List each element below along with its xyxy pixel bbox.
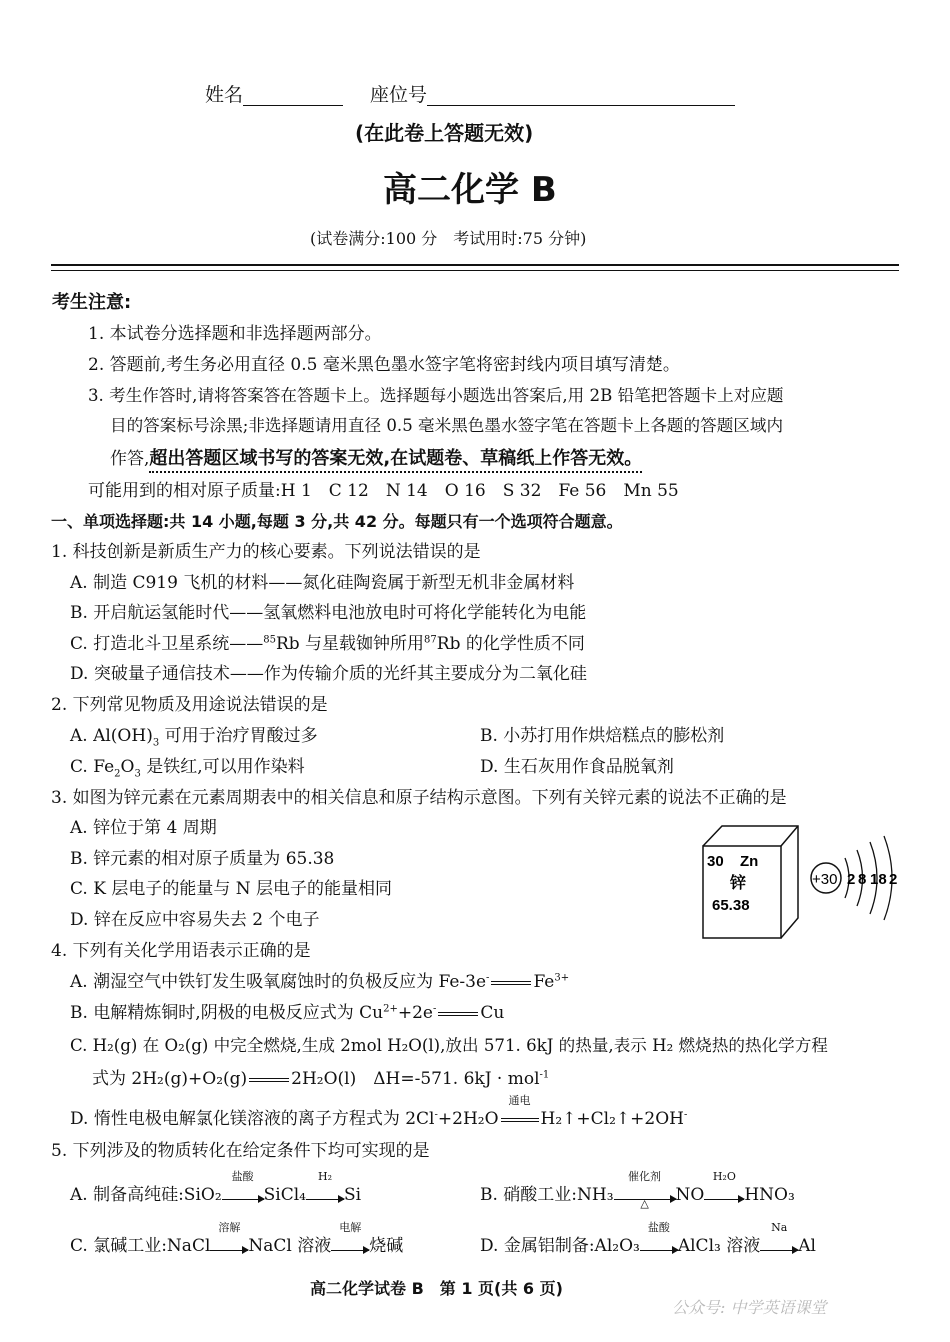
q5-c-text3: 烧碱 <box>369 1236 404 1256</box>
notice-heading: 考生注意: <box>52 292 132 313</box>
q1-c-text3: Rb 的化学性质不同 <box>436 634 585 654</box>
q4-b-sup1: 2+ <box>383 1003 398 1015</box>
q5-b-text3: HNO₃ <box>744 1185 795 1205</box>
q2-a-text1: A. Al(OH) <box>70 726 153 746</box>
q5-d-text2: AlCl₃ 溶液 <box>677 1236 761 1256</box>
q2-option-c <box>70 756 305 778</box>
shell-l-count: 8 <box>858 871 867 888</box>
q3-option-c: C. K 层电子的能量与 N 层电子的能量相同 <box>70 879 392 899</box>
q4-d-sup2: - <box>684 1109 688 1121</box>
q2-c-text2: O <box>120 757 135 777</box>
element-name: 锌 <box>730 873 747 892</box>
name-label: 姓名 <box>205 84 244 106</box>
q4-a-sup2: 3+ <box>554 972 570 984</box>
seat-label: 座位号 <box>370 84 428 106</box>
nucleus-charge: +30 <box>812 871 838 888</box>
q5-a-text3: Si <box>344 1185 362 1205</box>
reaction-arrow <box>222 1170 264 1206</box>
seat-blank[interactable] <box>427 87 735 106</box>
arrow-condition-below: △ <box>640 1197 649 1210</box>
atomic-number: 30 <box>707 853 724 870</box>
q5-option-a <box>70 1170 362 1206</box>
element-cube <box>703 826 798 938</box>
q5-c-text1: C. 氯碱工业:NaCl <box>70 1236 211 1256</box>
q4-option-d <box>70 1094 688 1130</box>
q2-a-sub: 3 <box>152 737 160 749</box>
q3-option-a: A. 锌位于第 4 周期 <box>70 818 217 838</box>
reaction-arrow <box>640 1221 678 1257</box>
q4-a-text2: Fe <box>533 972 555 992</box>
q5-option-b <box>480 1170 795 1210</box>
condition-label: 通电 <box>508 1094 531 1107</box>
q2-a-text2: 可用于治疗胃酸过多 <box>159 726 318 746</box>
q5-b-text1: B. 硝酸工业:NH₃ <box>480 1185 614 1205</box>
q5-c-text2: NaCl 溶液 <box>248 1236 332 1256</box>
q3-option-b: B. 锌元素的相对原子质量为 65.38 <box>70 849 335 869</box>
q5-d-text1: D. 金属铝制备:Al₂O₃ <box>480 1236 640 1256</box>
q4-option-c-line2 <box>92 1068 549 1090</box>
q4-stem: 4. 下列有关化学用语表示正确的是 <box>51 941 311 961</box>
q2-option-a <box>70 725 318 747</box>
q4-a-sup1: - <box>486 972 490 984</box>
section-heading: 一、单项选择题:共 14 小题,每题 3 分,共 42 分。每题只有一个选项符合题意。 <box>51 512 623 531</box>
name-field <box>205 84 343 106</box>
q5-a-text1: A. 制备高纯硅:SiO₂ <box>70 1185 222 1205</box>
q4-c-text2: 2H₂O(l) ΔH=-571. 6kJ · mol <box>291 1069 540 1089</box>
q1-c-sup2: 87 <box>424 634 437 646</box>
q4-c-text1: 式为 2H₂(g)+O₂(g) <box>92 1069 248 1089</box>
q4-d-text3: H₂↑+Cl₂↑+2OH <box>540 1109 684 1129</box>
seat-field <box>370 84 735 106</box>
q1-option-a: A. 制造 C919 飞机的材料——氮化硅陶瓷属于新型无机非金属材料 <box>70 573 575 593</box>
header-divider-thin <box>51 270 899 271</box>
atomic-mass: 65.38 <box>712 897 750 914</box>
q1-c-text1: C. 打造北斗卫星系统—— <box>70 634 264 654</box>
notice-item-3-prefix: 作答, <box>110 449 150 469</box>
name-blank[interactable] <box>243 87 343 106</box>
score-info: (试卷满分:100 分 考试用时:75 分钟) <box>310 229 587 248</box>
arrow-condition: 盐酸 <box>231 1170 254 1183</box>
atomic-masses: 可能用到的相对原子质量:H 1 C 12 N 14 O 16 S 32 Fe 56 Mn 55 <box>88 481 679 501</box>
reaction-arrow <box>614 1170 676 1210</box>
shell-m-count: 18 <box>870 871 887 888</box>
page-footer: 高二化学试卷 B 第 1 页(共 6 页) <box>310 1279 563 1298</box>
invalid-note: (在此卷上答题无效) <box>355 121 534 145</box>
equals-sign <box>491 981 531 985</box>
q2-c-sub1: 2 <box>114 768 121 780</box>
notice-warning: 超出答题区域书写的答案无效,在试题卷、草稿纸上作答无效。 <box>149 448 642 473</box>
q1-option-d: D. 突破量子通信技术——作为传输介质的光纤其主要成分为二氧化硅 <box>70 664 587 684</box>
notice-item-3-line3 <box>110 448 642 470</box>
condition-equals <box>499 1094 541 1130</box>
q4-d-sup1: - <box>434 1109 438 1121</box>
arrow-condition: 溶解 <box>218 1221 241 1234</box>
zinc-figure <box>700 820 900 940</box>
zinc-element-diagram <box>700 820 900 940</box>
q1-c-sup1: 85 <box>263 634 276 646</box>
q1-option-c <box>70 633 585 655</box>
q2-c-sub2: 3 <box>134 768 141 780</box>
q4-b-text3: Cu <box>480 1003 505 1023</box>
q5-b-text2: NO <box>675 1185 705 1205</box>
equals-sign <box>438 1012 478 1016</box>
q4-option-a <box>70 971 569 993</box>
notice-item-3-line2: 目的答案标号涂黑;非选择题请用直径 0.5 毫米黑色墨水签字笔在答题卡上各题的答题区域内 <box>110 416 784 435</box>
page-title: 高二化学 B <box>383 170 557 210</box>
element-symbol: Zn <box>740 853 759 870</box>
reaction-arrow <box>210 1221 248 1257</box>
q2-c-text1: C. Fe <box>70 757 115 777</box>
q4-option-c-line1: C. H₂(g) 在 O₂(g) 中完全燃烧,生成 2mol H₂O(l),放出 571. 6kJ 的热量,表示 H₂ 燃烧热的热化学方程 <box>70 1036 828 1055</box>
arrow-condition: Na <box>771 1221 788 1234</box>
reaction-arrow <box>306 1170 344 1206</box>
notice-item-3-line1: 3. 考生作答时,请将答案答在答题卡上。选择题每小题选出答案后,用 2B 铅笔把答题卡上对应题 <box>88 386 784 405</box>
notice-item-2: 2. 答题前,考生务必用直径 0.5 毫米黑色墨水签字笔将密封线内项目填写清楚。 <box>88 355 680 375</box>
q1-c-text2: Rb 与星载铷钟所用 <box>275 634 425 654</box>
q4-b-text2: +2e <box>397 1003 433 1023</box>
q3-option-d: D. 锌在反应中容易失去 2 个电子 <box>70 910 320 930</box>
q4-d-text1: D. 惰性电极电解氯化镁溶液的离子方程式为 2Cl <box>70 1109 435 1129</box>
q2-stem: 2. 下列常见物质及用途说法错误的是 <box>51 695 328 715</box>
q1-stem: 1. 科技创新是新质生产力的核心要素。下列说法错误的是 <box>51 542 481 562</box>
q4-option-b <box>70 1002 504 1024</box>
q5-a-text2: SiCl₄ <box>263 1185 306 1205</box>
shell-n-count: 2 <box>889 871 898 888</box>
q4-d-text2: +2H₂O <box>437 1109 499 1129</box>
q5-stem: 5. 下列涉及的物质转化在给定条件下均可实现的是 <box>51 1141 430 1161</box>
header-divider <box>51 264 899 266</box>
reaction-arrow <box>704 1170 744 1206</box>
equals-sign <box>249 1078 289 1082</box>
q5-d-text3: Al <box>798 1236 816 1256</box>
reaction-arrow <box>331 1221 369 1257</box>
watermark: 公众号: 中学英语课堂 <box>672 1298 827 1317</box>
q2-option-b: B. 小苏打用作烘焙糕点的膨松剂 <box>480 726 725 746</box>
arrow-condition: H₂O <box>712 1170 736 1183</box>
notice-item-1: 1. 本试卷分选择题和非选择题两部分。 <box>88 324 382 344</box>
q3-stem: 3. 如图为锌元素在元素周期表中的相关信息和原子结构示意图。下列有关锌元素的说法不正确的是 <box>51 788 787 808</box>
q4-c-sup: -1 <box>539 1069 550 1081</box>
q2-c-text3: 是铁红,可以用作染料 <box>140 757 305 777</box>
q2-option-d: D. 生石灰用作食品脱氧剂 <box>480 757 674 777</box>
arrow-condition: 催化剂 <box>628 1170 662 1183</box>
q5-option-c <box>70 1221 404 1257</box>
reaction-arrow <box>760 1221 798 1257</box>
q4-b-text1: B. 电解精炼铜时,阴极的电极反应式为 Cu <box>70 1003 384 1023</box>
q5-option-d <box>480 1221 816 1257</box>
shell-k-count: 2 <box>847 871 856 888</box>
arrow-condition: 电解 <box>339 1221 362 1234</box>
q4-b-sup2: - <box>432 1003 437 1015</box>
arrow-condition: 盐酸 <box>647 1221 670 1234</box>
q1-option-b: B. 开启航运氢能时代——氢氧燃料电池放电时可将化学能转化为电能 <box>70 603 587 623</box>
arrow-condition: H₂ <box>317 1170 332 1183</box>
q4-a-text1: A. 潮湿空气中铁钉发生吸氧腐蚀时的负极反应为 Fe-3e <box>70 972 487 992</box>
